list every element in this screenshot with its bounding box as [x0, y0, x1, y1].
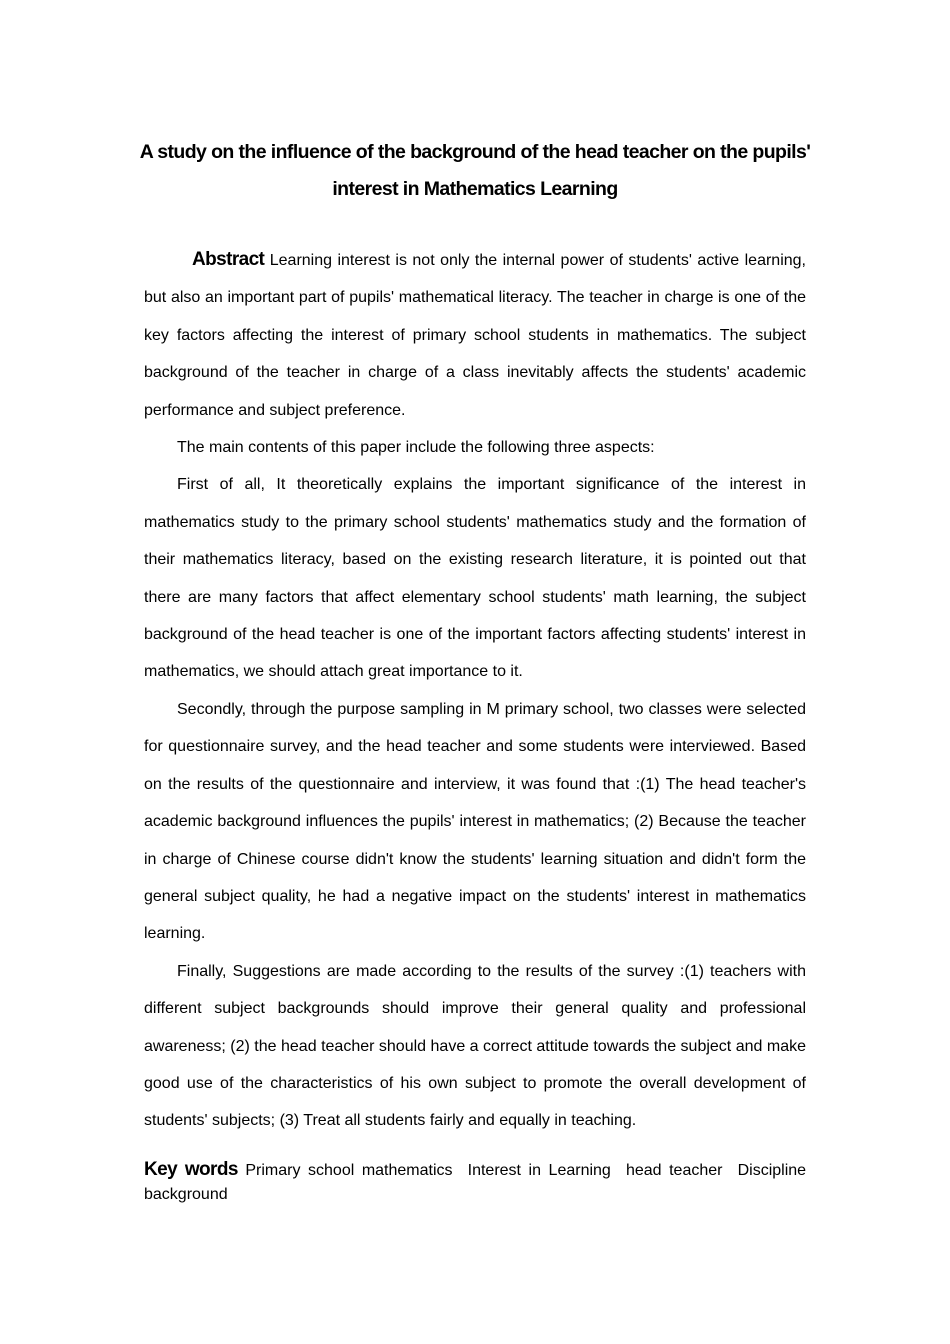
- body-paragraph-4: Finally, Suggestions are made according to the results of the survey :(1) teachers with different subject backgrounds should improve their general quality and professional awareness; (2) the head teacher should have a correct attitude towards the subject and make good use of the characteristics of his own subject to promote the overall development of students' subjects; (3) Treat all students fairly and equally in teaching.: [144, 962, 806, 1130]
- abstract-label: Abstract: [192, 249, 265, 270]
- abstract-paragraph: [144, 241, 806, 429]
- keywords-section: [144, 1158, 806, 1207]
- body-paragraph-3: Secondly, through the purpose sampling in M primary school, two classes were selected for questionnaire survey, and the head teacher and some students were interviewed. Based on the results of the questionnaire and interview, it was found that :(1) The head teacher's academic background influences the pupils' interest in mathematics; (2) Because the teacher in charge of Chinese course didn't know the students' learning situation and didn't form the general subject quality, he had a negative impact on the students' interest in mathematics learning.: [144, 700, 806, 943]
- title-line-2: interest in Mathematics Learning: [332, 178, 618, 200]
- body-paragraph-1: The main contents of this paper include the following three aspects:: [177, 439, 655, 457]
- keyword-item: head teacher: [625, 1161, 723, 1179]
- paper-title: [115, 134, 835, 208]
- abstract-text: Learning interest is not only the internal power of students' active learning, but also an important part of pupils' mathematical literacy. The teacher in charge is one of the key factors affecting the interest of primary school students in mathematics. The subject background of the teacher in charge of a class inevitably affects the students' academic performance and subject preference.: [144, 252, 807, 419]
- title-line-1: A study on the influence of the background of the head teacher on the pupils': [139, 141, 811, 163]
- body-paragraph-2: First of all, It theoretically explains the important significance of the interest in mathematics study to the primary school students' mathematics study and the formation of their mathematics literacy, based on the existing research literature, it is pointed out that there are many factors that affect elementary school students' math learning, the subject background of the head teacher is one of the important factors affecting students' interest in mathematics, we should attach great importance to it.: [144, 476, 806, 681]
- keyword-item: Primary school mathematics: [245, 1161, 453, 1179]
- keyword-item: Interest in Learning: [467, 1161, 611, 1179]
- keyword-item: Discipline background: [144, 1161, 807, 1203]
- keywords-label: Key words: [144, 1158, 238, 1180]
- paper-page: [139, 134, 811, 1223]
